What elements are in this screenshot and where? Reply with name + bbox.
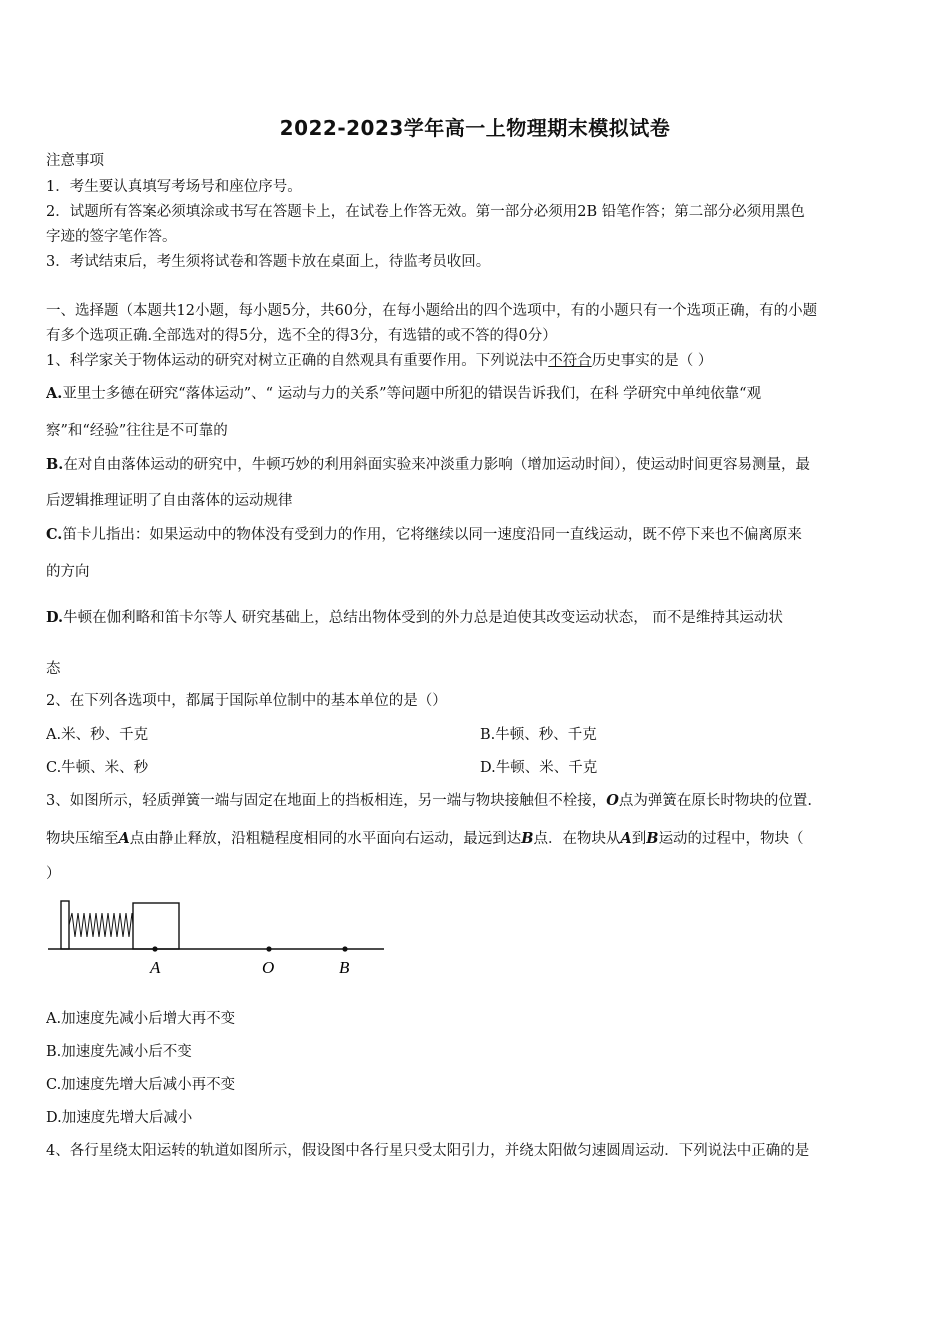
question-2-stem: 2、在下列各选项中，都属于国际单位制中的基本单位的是（） [46,693,447,709]
point-a-dot [152,946,157,951]
q3-stem-text: 物块压缩至 [46,831,119,847]
notice-heading: 注意事项 [46,153,104,169]
q2-option-a: A.米、秒、千克 [46,727,149,743]
q1-option-d [46,608,908,628]
q3-point-b: B [646,830,659,847]
question-3-stem-end: ） [46,866,61,882]
q3-point-a: A [620,830,632,847]
q1-option-a-cont: 察”和“经验”往往是不可靠的 [46,423,228,439]
q1-option-c [46,525,908,545]
block [133,903,179,949]
option-label: B. [46,456,64,473]
q2-option-d: D.牛顿、米、千克 [480,760,598,776]
point-o-dot [266,946,271,951]
q1-option-a [46,384,908,404]
question-4-stem: 4、各行星绕太阳运转的轨道如图所示，假设图中各行星只受太阳引力，并绕太阳做匀速圆周运动．下列说法中正确的是 [46,1143,810,1159]
label-o: O [262,958,275,977]
section-heading-cont: 有多个选项正确.全部选对的得5分，选不全的得3分，有选错的或不答的得0分） [46,328,557,344]
notice-item: 3．考试结束后，考生须将试卷和答题卡放在桌面上，待监考员收回。 [46,254,491,270]
option-text: 在对自由落体运动的研究中，牛顿巧妙的利用斜面实验来冲淡重力影响（增加运动时间），使运动时间更容易测量，最 [63,457,811,473]
q3-point-a: A [118,830,130,847]
q3-stem-text: 点为弹簧在原长时物块的位置. [618,793,812,809]
q3-option-a: A.加速度先减小后增大再不变 [46,1011,236,1027]
wall-plate [61,901,69,949]
q1-option-d-cont: 态 [46,661,61,677]
q1-option-b-cont: 后逻辑推理证明了自由落体的运动规律 [46,493,293,509]
q3-stem-text: 到 [631,831,647,847]
option-label: D. [46,609,64,626]
q3-option-c: C.加速度先增大后减小再不变 [46,1077,236,1093]
question-1-stem [46,351,908,371]
q2-options-row-1 [46,725,908,745]
q3-point-o: O [606,792,619,809]
q3-stem-text: 运动的过程中，物块（ [658,831,804,847]
label-b: B [339,958,350,977]
notice-item: 字迹的签字笔作答。 [46,229,177,245]
option-text: 亚里士多德在研究“落体运动”、“ 运动与力的关系”等问题中所犯的错误告诉我们，在科 学研究中单纯依靠“观 [62,386,762,402]
q3-option-b: B.加速度先减小后不变 [46,1044,192,1060]
q1-stem-pre: 1、科学家关于物体运动的研究对树立正确的自然观具有重要作用。下列说法中 [46,353,549,369]
q1-option-c-cont: 的方向 [46,564,90,580]
q3-stem-text: 3、如图所示，轻质弹簧一端与固定在地面上的挡板相连，另一端与物块接触但不栓接， [46,793,607,809]
q3-point-b: B [521,830,534,847]
q3-option-d: D.加速度先增大后减小 [46,1110,193,1126]
question-3-stem-cont [46,829,908,849]
q3-stem-text: 点．在物块从 [533,831,621,847]
q2-options-row-2 [46,758,908,778]
q3-stem-text: 点由静止释放，沿粗糙程度相同的水平面向右运动，最远到达 [129,831,522,847]
option-text: 牛顿在伽利略和笛卡尔等人 研究基础上，总结出物体受到的外力总是迫使其改变运动状态， 而不是维持其运动状 [63,610,783,626]
notice-item: 1．考生要认真填写考场号和座位序号。 [46,179,302,195]
spring-block-diagram [44,893,389,985]
q1-option-b [46,455,908,475]
point-b-dot [342,946,347,951]
label-a: A [150,958,161,977]
q2-option-b: B.牛顿、秒、千克 [480,727,597,743]
q1-stem-underline: 不符合 [548,353,592,369]
notice-item: 2．试题所有答案必须填涂或书写在答题卡上，在试卷上作答无效。第一部分必须用2B 铅笔作答；第二部分必须用黑色 [46,204,805,220]
question-3-stem [46,791,908,811]
section-heading: 一、选择题（本题共12小题，每小题5分，共60分，在每小题给出的四个选项中，有的小题只有一个选项正确，有的小题 [46,303,818,319]
page-title: 2022-2023学年高一上物理期末模拟试卷 [279,116,671,140]
spring [69,913,133,937]
q1-stem-post: 历史事实的是（ ） [591,353,713,369]
option-text: 笛卡儿指出：如果运动中的物体没有受到力的作用，它将继续以同一速度沿同一直线运动，既不停下来也不偏离原来 [62,527,802,543]
q2-option-c: C.牛顿、米、秒 [46,760,149,776]
option-label: A. [46,385,63,402]
option-label: C. [46,526,63,543]
